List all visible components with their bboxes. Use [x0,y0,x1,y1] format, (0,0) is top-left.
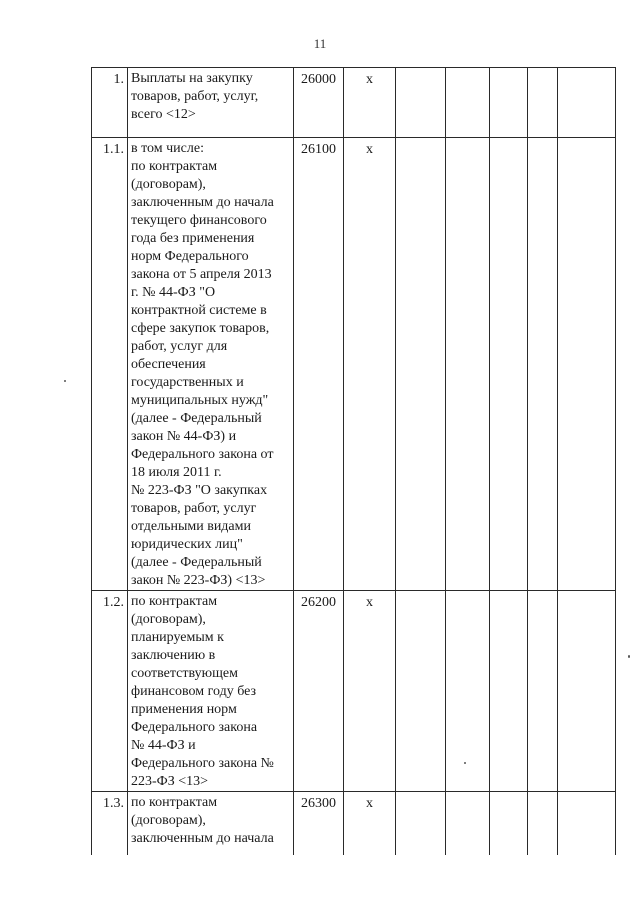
empty-cell [490,792,528,856]
empty-cell [446,591,490,792]
empty-cell [446,792,490,856]
row-description: в том числе: по контрактам (договорам), заключенным до начала текущего финансового года без применения норм Федерального закона от 5 апреля 2013 г. № 44-ФЗ "О контрактной системе в сфере закупок товаров, работ, услуг для обеспечения государственных и муниципальных нужд" (далее - Федеральный закон № 44-ФЗ) и Федерального закона от 18 июля 2011 г. № 223-ФЗ "О закупках товаров, работ, услуг отдельными видами юридических лиц" (далее - Федеральный закон № 223-ФЗ) <13> [128,138,294,591]
empty-cell [446,68,490,138]
empty-cell [558,792,616,856]
row-mark: x [344,68,396,138]
empty-cell [396,591,446,792]
empty-cell [396,138,446,591]
empty-cell [558,591,616,792]
scan-speck [64,380,66,382]
empty-cell [396,68,446,138]
scan-speck [464,762,466,764]
row-description: по контрактам (договорам), заключенным до начала [128,792,294,856]
row-description: Выплаты на закупку товаров, работ, услуг, всего <12> [128,68,294,138]
row-code: 26300 [294,792,344,856]
row-number: 1.3. [92,792,128,856]
payments-table [91,67,616,855]
empty-cell [528,591,558,792]
empty-cell [446,138,490,591]
empty-cell [490,68,528,138]
empty-cell [528,138,558,591]
table-row [92,792,616,856]
row-code: 26000 [294,68,344,138]
row-mark: x [344,792,396,856]
row-number: 1.1. [92,138,128,591]
row-code: 26100 [294,138,344,591]
page-number: 11 [313,36,327,51]
table-row [92,68,616,138]
row-mark: x [344,138,396,591]
scan-speck [628,655,630,658]
row-code: 26200 [294,591,344,792]
empty-cell [528,68,558,138]
table-row [92,138,616,591]
row-number: 1. [92,68,128,138]
empty-cell [490,591,528,792]
row-number: 1.2. [92,591,128,792]
empty-cell [558,68,616,138]
empty-cell [528,792,558,856]
empty-cell [558,138,616,591]
empty-cell [490,138,528,591]
row-mark: x [344,591,396,792]
row-description: по контрактам (договорам), планируемым к заключению в соответствующем финансовом году без применения норм Федерального закона № 44-ФЗ и Федерального закона № 223-ФЗ <13> [128,591,294,792]
empty-cell [396,792,446,856]
table-row [92,591,616,792]
